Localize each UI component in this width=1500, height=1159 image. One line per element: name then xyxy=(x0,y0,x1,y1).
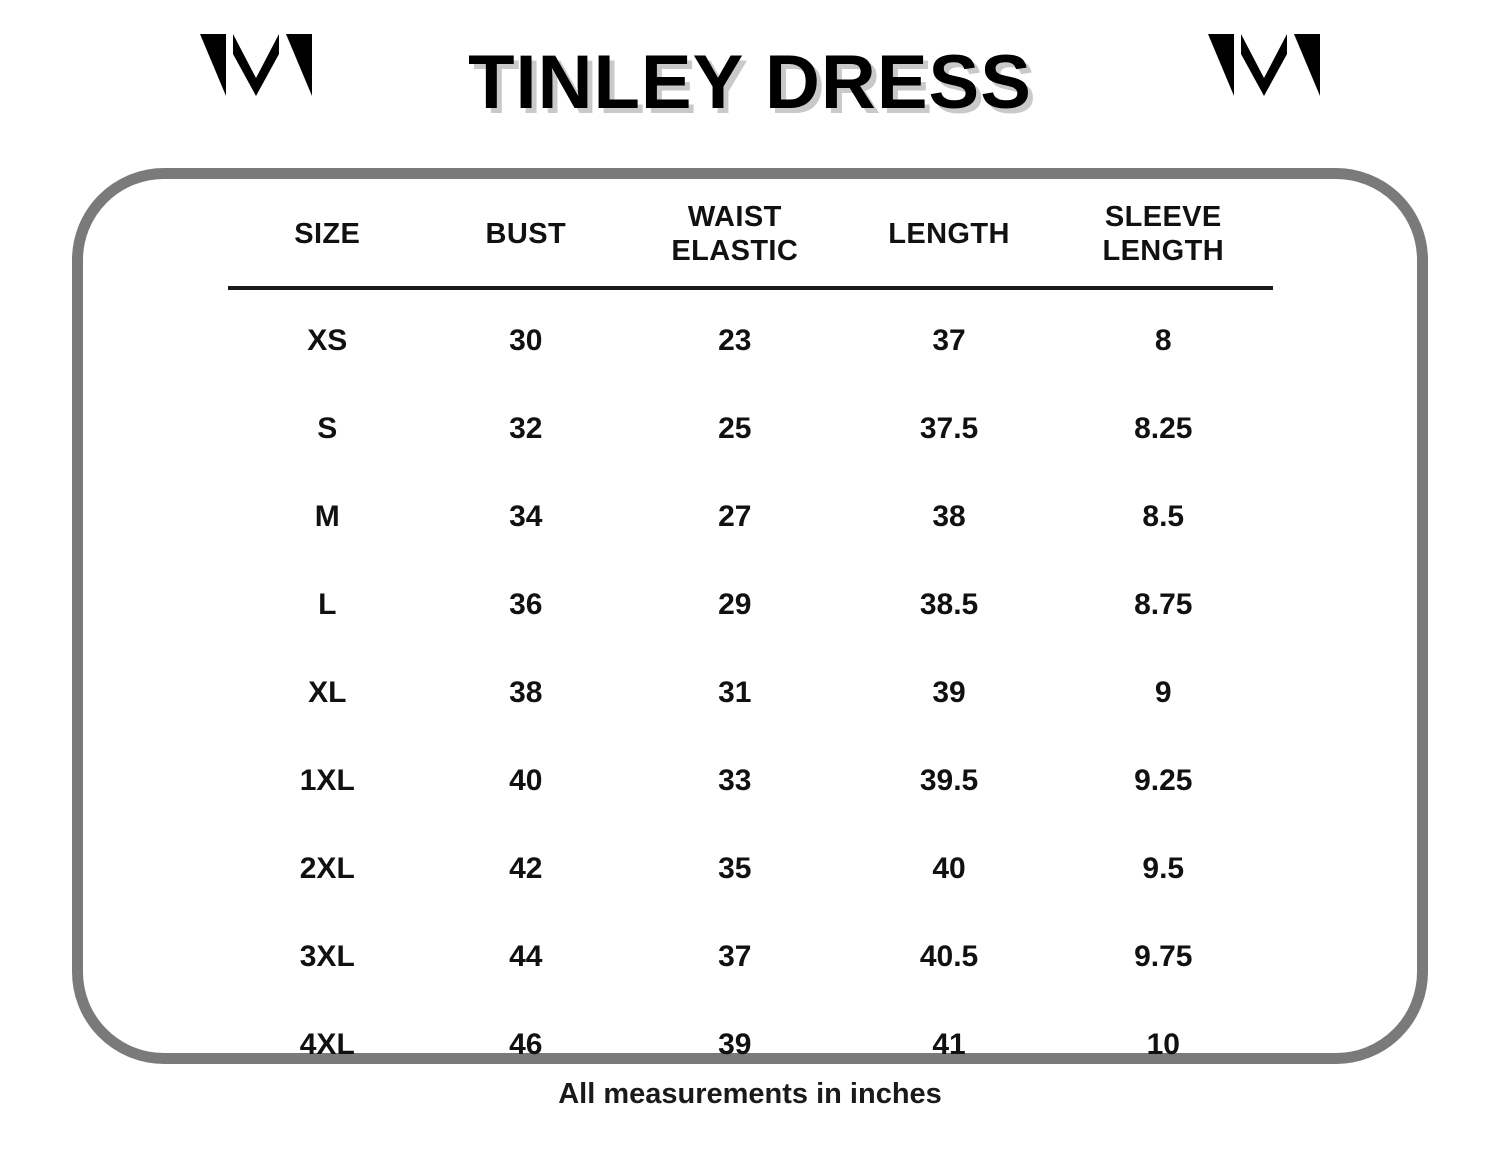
table-row xyxy=(228,913,1273,1001)
cell-size: S xyxy=(317,412,338,446)
cell-length: 39 xyxy=(932,676,966,710)
cell-waist-elastic: 37 xyxy=(718,940,752,974)
table-row xyxy=(228,649,1273,737)
cell-sleeve-length: 9.25 xyxy=(1134,764,1193,798)
cell-size: 4XL xyxy=(299,1028,355,1062)
cell-sleeve-length: 8.25 xyxy=(1134,412,1193,446)
cell-bust: 44 xyxy=(509,940,543,974)
table-body xyxy=(228,288,1273,1089)
cell-size: 2XL xyxy=(299,852,355,886)
cell-bust: 30 xyxy=(509,324,543,358)
column-header-size-line1: SIZE xyxy=(294,218,361,251)
cell-sleeve-length: 10 xyxy=(1146,1028,1180,1062)
cell-bust: 32 xyxy=(509,412,543,446)
cell-bust: 40 xyxy=(509,764,543,798)
cell-waist-elastic: 31 xyxy=(718,676,752,710)
cell-sleeve-length: 8.5 xyxy=(1142,500,1185,534)
table-row xyxy=(228,385,1273,473)
cell-waist-elastic: 35 xyxy=(718,852,752,886)
table-header-row xyxy=(228,192,1273,288)
cell-size: M xyxy=(314,500,340,534)
cell-bust: 36 xyxy=(509,588,543,622)
cell-length: 38 xyxy=(932,500,966,534)
cell-length: 37.5 xyxy=(919,412,979,446)
table-row xyxy=(228,473,1273,561)
page-title: TINLEY DRESS xyxy=(468,40,1032,125)
cell-size: 3XL xyxy=(299,940,355,974)
table-row xyxy=(228,561,1273,649)
cell-waist-elastic: 33 xyxy=(718,764,752,798)
column-header-waist-elastic xyxy=(625,192,844,288)
cell-size: L xyxy=(318,588,337,622)
cell-bust: 38 xyxy=(509,676,543,710)
column-header-waist-line2: ELASTIC xyxy=(671,235,799,268)
cell-size: 1XL xyxy=(299,764,355,798)
column-header-sleeve-line2: LENGTH xyxy=(1102,235,1225,268)
brand-m-logo-left-icon xyxy=(200,34,312,120)
cell-length: 37 xyxy=(932,324,966,358)
cell-sleeve-length: 9.5 xyxy=(1142,852,1185,886)
table-row xyxy=(228,288,1273,385)
cell-sleeve-length: 8.75 xyxy=(1134,588,1193,622)
cell-sleeve-length: 9.75 xyxy=(1134,940,1193,974)
cell-waist-elastic: 27 xyxy=(718,500,752,534)
column-header-size xyxy=(228,192,427,288)
column-header-sleeve-line1: SLEEVE xyxy=(1104,201,1222,233)
table-row xyxy=(228,737,1273,825)
column-header-sleeve-length xyxy=(1054,192,1273,288)
cell-length: 38.5 xyxy=(919,588,979,622)
column-header-bust xyxy=(427,192,626,288)
cell-waist-elastic: 39 xyxy=(718,1028,752,1062)
cell-length: 41 xyxy=(932,1028,966,1062)
cell-size: XS xyxy=(307,324,348,358)
cell-bust: 46 xyxy=(509,1028,543,1062)
cell-sleeve-length: 8 xyxy=(1154,324,1172,358)
cell-size: XL xyxy=(308,676,347,710)
cell-bust: 42 xyxy=(509,852,543,886)
cell-bust: 34 xyxy=(509,500,543,534)
column-header-waist-line1: WAIST xyxy=(687,201,782,233)
measurement-units-note: All measurements in inches xyxy=(558,1078,942,1110)
cell-sleeve-length: 9 xyxy=(1154,676,1172,710)
column-header-bust-line1: BUST xyxy=(485,218,567,251)
size-table-container xyxy=(228,192,1273,1089)
cell-waist-elastic: 25 xyxy=(718,412,752,446)
column-header-length-line1: LENGTH xyxy=(888,218,1010,251)
table-header xyxy=(228,192,1273,288)
table-row xyxy=(228,1001,1273,1089)
brand-m-logo-right-icon xyxy=(1208,34,1320,120)
column-header-length xyxy=(845,192,1054,288)
table-row xyxy=(228,825,1273,913)
cell-waist-elastic: 23 xyxy=(718,324,752,358)
size-table xyxy=(228,192,1273,1089)
cell-length: 39.5 xyxy=(919,764,979,798)
cell-length: 40.5 xyxy=(919,940,979,974)
cell-length: 40 xyxy=(932,852,966,886)
cell-waist-elastic: 29 xyxy=(718,588,752,622)
